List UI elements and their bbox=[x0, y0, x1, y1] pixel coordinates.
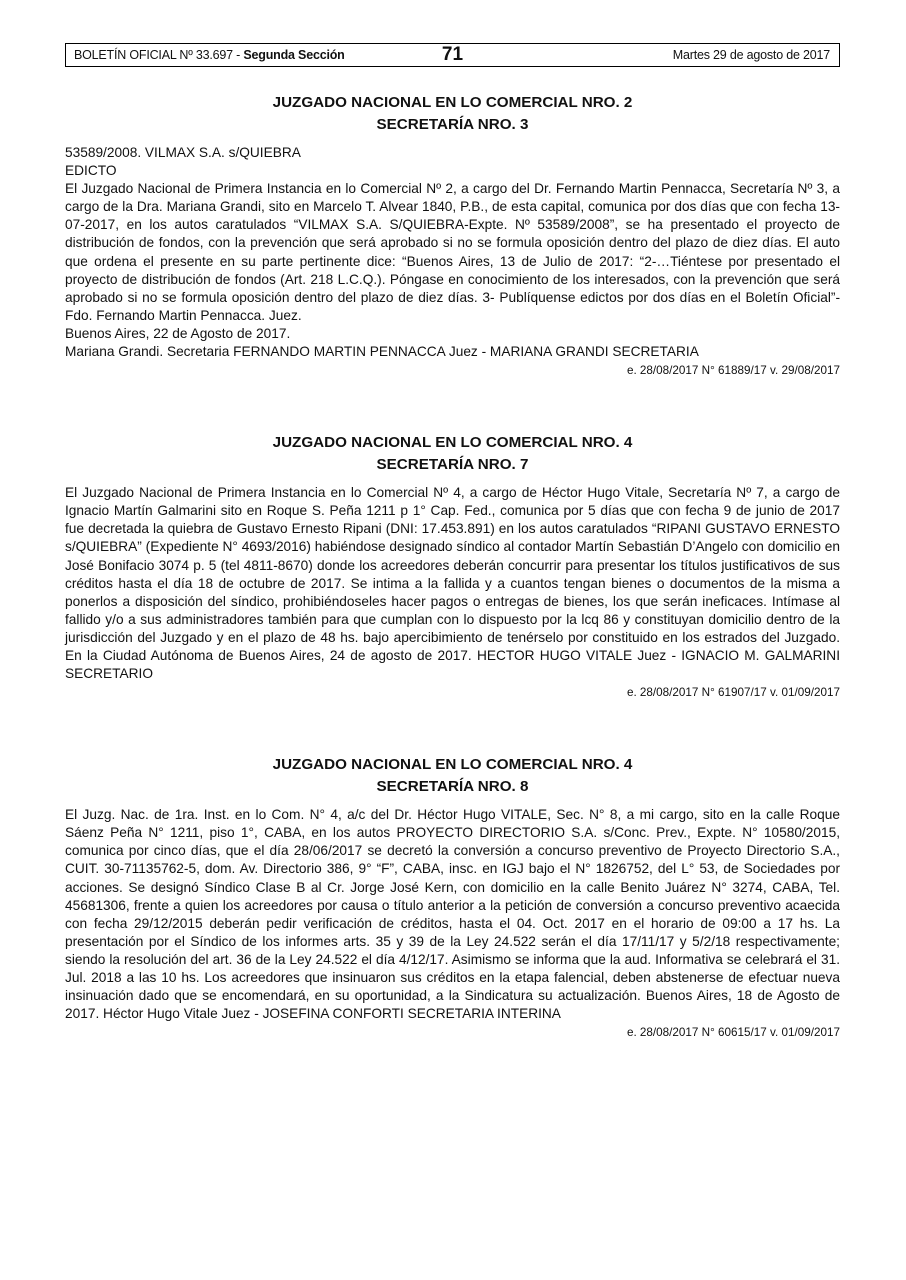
notice-body: El Juzgado Nacional de Primera Instancia en lo Comercial Nº 4, a cargo de Héctor Hugo Vitale, Secretaría Nº 7, a cargo de Ignacio Martín Galmarini sito en Roque S. Peña 1211 p 1° Cap. Fed., comunica por 5 días que con fecha 9 de junio de 2017 fue decretada la quiebra de Gustavo Ernesto Ripani (DNI: 17.453.891) en los autos caratulados “RIPANI GUSTAVO ERNESTO s/QUIEBRA” (Expediente N° 4693/2016) habiéndose designado síndico al contador Martín Sebastián D’Angelo con domicilio en José Bonifacio 3074 p. 5 (tel 4811-8670) donde los acreedores deberán concurrir para presentar los títulos justificativos de sus créditos hasta el día 18 de octubre de 2017. Se intima a la fallida y a cuantos tengan bienes o documentos de la misma a ponerlos a disposición del síndico, prohibiéndoseles hacer pagos o entregas de bienes, los que serán ineficaces. Intímase al fallido y/o a sus administradores también para que cumplan con lo dispuesto por la lcq 86 y constituyan domicilio dentro de la jurisdicción del Juzgado y en el plazo de 48 hs. bajo apercibimiento de tenérselo por constituido en los estrados del Juzgado. En la Ciudad Autónoma de Buenos Aires, 24 de agosto de 2017. HECTOR HUGO VITALE Juez - IGNACIO M. GALMARINI SECRETARIO bbox=[65, 485, 840, 682]
secretaria-heading: SECRETARÍA NRO. 7 bbox=[376, 456, 529, 474]
notices-column bbox=[65, 92, 840, 1042]
notice bbox=[65, 432, 840, 702]
notice-body: El Juzg. Nac. de 1ra. Inst. en lo Com. N° 4, a/c del Dr. Héctor Hugo VITALE, Sec. N° 8, a mi cargo, sito en la calle Roque Sáenz Peña N° 1211, piso 1°, CABA, en los autos PROYECTO DIRECTORIO S.A. s/Conc. Prev., Expte. N° 10580/2015, comunica por cinco días, que el día 28/06/2017 se decretó la conversión a concurso preventivo de Proyecto Directorio S.A., CUIT. 30-71135762-5, dom. Av. Directorio 386, 9° “F”, CABA, insc. en IGJ bajo el N° 1826752, del L° 53, de Sociedades por acciones. Se designó Síndico Clase B al Cr. Jorge José Kern, con domicilio en la calle Benito Juárez N° 3274, CABA, Tel. 45681306, frente a quien los acreedores por causa o título anterior a la petición de conversión a concurso preventivo acaecida con fecha 29/12/2015 deberán pedir verificación de créditos, hasta el 04. Oct. 2017 en el horario de 09:00 a 17 hs. La presentación por el Síndico de los informes arts. 35 y 39 de la Ley 24.522 serán el día 17/11/17 y 5/2/18 respectivamente; siendo la resolución del art. 36 de la Ley 24.522 el día 4/12/17. Asimismo se informa que la aud. Informativa se celebrará el 31. Jul. 2018 a las 10 hs. Los acreedores que insinuaron sus créditos en la etapa falencial, deben abstenerse de efectuar nueva insinuación dado que se encomendará, en su oportunidad, a la Sindicatura su actualización. Buenos Aires, 18 de Agosto de 2017. Héctor Hugo Vitale Juez - JOSEFINA CONFORTI SECRETARIA INTERINA bbox=[65, 807, 840, 1022]
doc-type: EDICTO bbox=[65, 163, 117, 179]
court-heading: JUZGADO NACIONAL EN LO COMERCIAL NRO. 4 bbox=[272, 756, 633, 774]
secretaria-heading: SECRETARÍA NRO. 3 bbox=[376, 116, 529, 133]
page-number: 71 bbox=[441, 44, 464, 65]
publication-reference: e. 28/08/2017 N° 61889/17 v. 29/08/2017 bbox=[626, 364, 840, 378]
secretaria-heading: SECRETARÍA NRO. 8 bbox=[376, 778, 529, 796]
publication-date: Martes 29 de agosto de 2017 bbox=[672, 48, 830, 62]
court-heading: JUZGADO NACIONAL EN LO COMERCIAL NRO. 2 bbox=[272, 94, 633, 111]
page-header bbox=[65, 43, 840, 67]
court-heading: JUZGADO NACIONAL EN LO COMERCIAL NRO. 4 bbox=[272, 434, 633, 452]
publication-number: BOLETÍN OFICIAL Nº 33.697 - bbox=[74, 48, 244, 62]
section-name: Segunda Sección bbox=[243, 48, 345, 62]
case-line: 53589/2008. VILMAX S.A. s/QUIEBRA bbox=[65, 145, 301, 160]
place-date: Buenos Aires, 22 de Agosto de 2017. bbox=[65, 325, 291, 341]
notice bbox=[65, 754, 840, 1042]
publication-reference: e. 28/08/2017 N° 60615/17 v. 01/09/2017 bbox=[626, 1026, 840, 1040]
notice-body: El Juzgado Nacional de Primera Instancia en lo Comercial Nº 2, a cargo del Dr. Fernando Martin Pennacca, Secretaría Nº 3, a cargo de la Dra. Mariana Grandi, sito en Marcelo T. Alvear 1840, P.B., de esta capital, comunica por dos días que con fecha 13-07-2017, en los autos caratulados “VILMAX S.A. S/QUIEBRA-Expte. Nº 53589/2008”, se ha presentado el proyecto de distribución de fondos, con la prevención que será aprobado si no se formula oposición dentro del plazo de diez días. El auto que ordena el presente en su parte pertinente dice: “Buenos Aires, 13 de Julio de 2017: “2-…Tiéntese por presentado el proyecto de distribución de fondos (Art. 218 L.C.Q.). Póngase en conocimiento de los interesados, con la prevención que será aprobado si no se formula oposición dentro del plazo de diez días. 3- Publíquense edictos por dos días en el Boletín Oficial”- Fdo. Fernando Martin Pennacca. Juez. bbox=[65, 181, 840, 323]
publication-reference: e. 28/08/2017 N° 61907/17 v. 01/09/2017 bbox=[626, 686, 840, 700]
signature: Mariana Grandi. Secretaria FERNANDO MARTIN PENNACCA Juez - MARIANA GRANDI SECRETARIA bbox=[65, 344, 699, 360]
notice bbox=[65, 92, 840, 380]
